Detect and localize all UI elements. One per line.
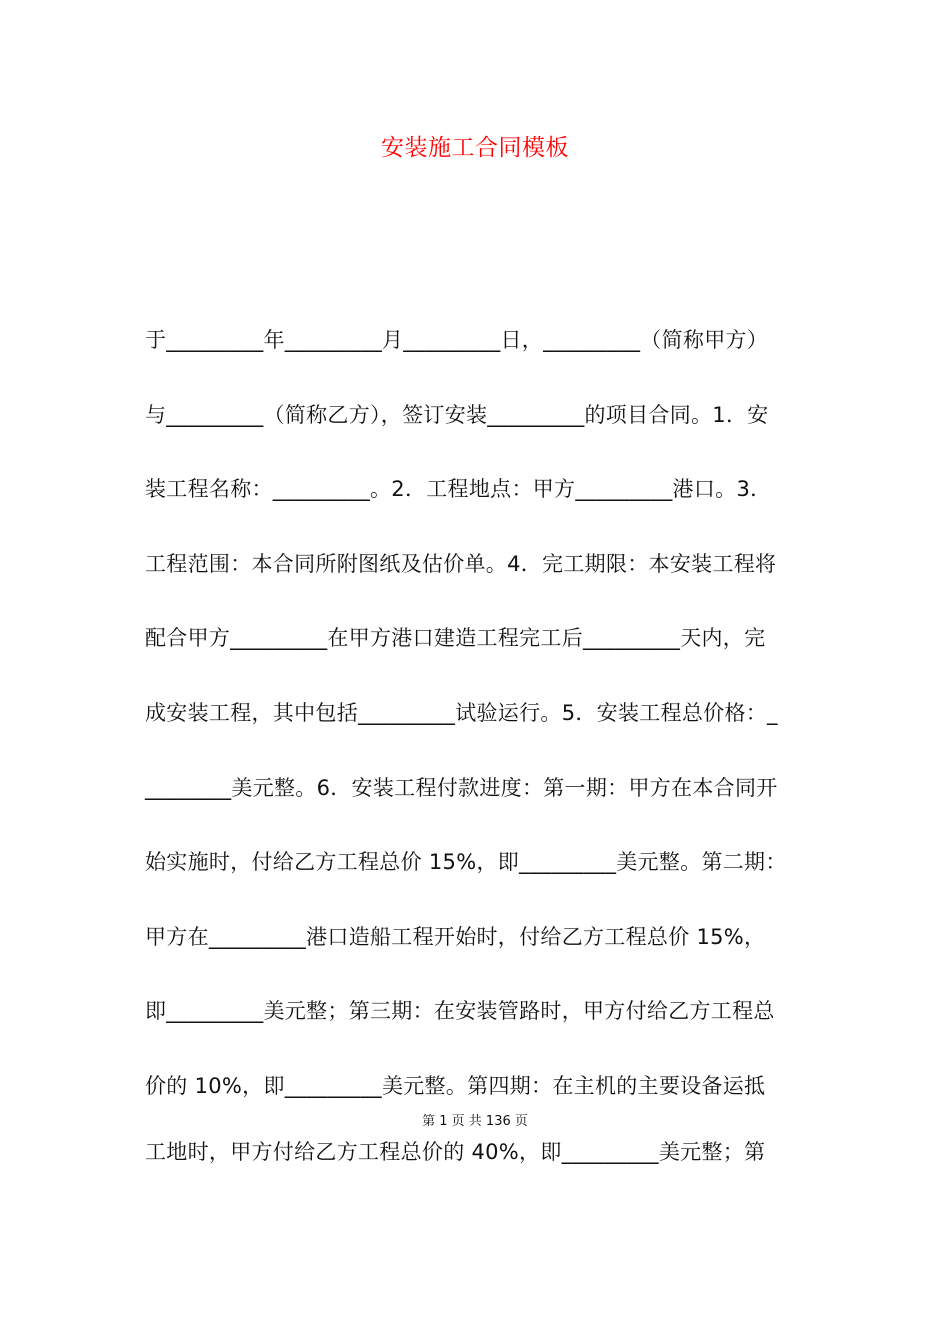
document-title: 安装施工合同模板 bbox=[381, 135, 569, 161]
body-line-4: 工程范围：本合同所附图纸及估价单。4．完工期限：本安装工程将 bbox=[145, 551, 777, 576]
body-line-11: 价的 10%，即_________美元整。第四期：在主机的主要设备运抵 bbox=[145, 1073, 766, 1098]
body-line-12: 工地时，甲方付给乙方工程总价的 40%，即_________美元整；第 bbox=[145, 1140, 766, 1164]
body-line-5: 配合甲方_________在甲方港口建造工程完工后_________天内，完 bbox=[145, 626, 766, 651]
page-footer: 第 1 页 共 136 页 bbox=[422, 1114, 528, 1129]
body-line-9: 甲方在_________港口造船工程开始时，付给乙方工程总价 15%， bbox=[145, 924, 766, 949]
body-line-10: 即_________美元整；第三期：在安装管路时，甲方付给乙方工程总 bbox=[145, 999, 775, 1024]
body-line-2: 与_________（简称乙方），签订安装_________的项目合同。1．安 bbox=[145, 402, 769, 427]
body-line-8: 始实施时，付给乙方工程总价 15%，即_________美元整。第二期： bbox=[145, 850, 787, 875]
body-line-6: 成安装工程，其中包括_________试验运行。5．安装工程总价格：_ bbox=[145, 700, 778, 725]
body-line-1: 于_________年_________月_________日，_________（简称甲方） bbox=[145, 328, 769, 352]
body-line-7: ________美元整。6．安装工程付款进度：第一期：甲方在本合同开 bbox=[145, 775, 778, 800]
body-line-3: 装工程名称：_________。2．工程地点：甲方_________港口。3． bbox=[145, 477, 772, 502]
document-body-continued bbox=[145, 1130, 835, 1205]
document-body bbox=[145, 318, 835, 1139]
